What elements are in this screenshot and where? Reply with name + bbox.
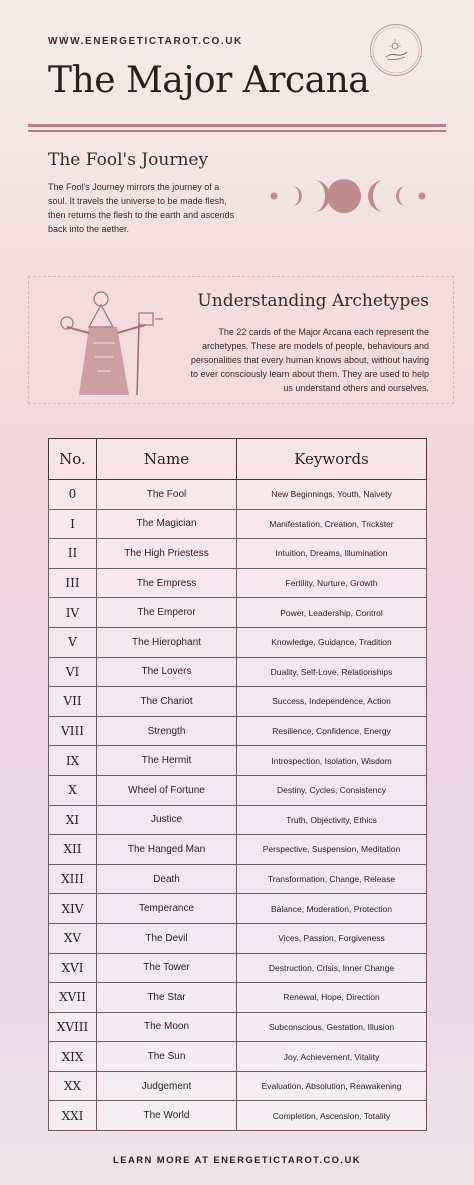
arcana-number: X [49,775,97,805]
arcana-keywords: Resilience, Confidence, Energy [237,716,427,746]
table-row [49,835,427,865]
learn-more-link[interactable]: LEARN MORE AT ENERGETICTAROT.CO.UK [113,1155,361,1166]
magician-illustration-icon [59,283,169,399]
arcana-keywords: New Beginnings, Youth, Naivety [237,480,427,510]
table-body [49,480,427,1131]
arcana-number: XVI [49,953,97,983]
table-row [49,1012,427,1042]
arcana-keywords: Subconscious, Gestation, Illusion [237,1012,427,1042]
arcana-keywords: Evaluation, Absolution, Reawakening [237,1071,427,1101]
page-title: The Major Arcana [48,60,370,101]
arcana-keywords: Power, Leadership, Control [237,598,427,628]
arcana-keywords: Introspection, Isolation, Wisdom [237,746,427,776]
arcana-table-container [48,438,426,1131]
archetypes-title: Understanding Archetypes [197,291,429,311]
arcana-keywords: Joy, Achievement, Vitality [237,1042,427,1072]
arcana-name: The Hermit [97,746,237,776]
title-divider [28,124,446,127]
table-row [49,953,427,983]
arcana-number: XXI [49,1101,97,1131]
arcana-name: The Empress [97,568,237,598]
arcana-keywords: Duality, Self-Love, Relationships [237,657,427,687]
arcana-number: XVII [49,983,97,1013]
table-row [49,1071,427,1101]
arcana-name: The Fool [97,480,237,510]
table-row [49,894,427,924]
arcana-name: The Sun [97,1042,237,1072]
arcana-name: The Devil [97,923,237,953]
arcana-number: I [49,509,97,539]
arcana-name: Justice [97,805,237,835]
arcana-number: VIII [49,716,97,746]
arcana-name: The Magician [97,509,237,539]
table-row [49,539,427,569]
arcana-number: III [49,568,97,598]
brand-logo[interactable] [370,24,422,76]
table-row [49,598,427,628]
arcana-number: IX [49,746,97,776]
arcana-name: Wheel of Fortune [97,775,237,805]
arcana-keywords: Manifestation, Creation, Trickster [237,509,427,539]
table-row [49,983,427,1013]
arcana-number: XV [49,923,97,953]
table-row [49,775,427,805]
arcana-keywords: Transformation, Change, Release [237,864,427,894]
arcana-table [48,438,427,1131]
arcana-name: The High Priestess [97,539,237,569]
fools-journey-text: The Fool's Journey mirrors the journey of a soul. It travels the universe to be made flesh, then returns the flesh to the earth and ascends back into the aether. [48,182,235,234]
arcana-name: The Tower [97,953,237,983]
arcana-name: Death [97,864,237,894]
archetypes-text: The 22 cards of the Major Arcana each represent the archetypes. These are models of people, behaviours and personalities that every human knows about, without having to ever consciously learn about them. They are used to help us understand others and ourselves. [190,327,429,393]
arcana-keywords: Perspective, Suspension, Meditation [237,835,427,865]
arcana-number: XX [49,1071,97,1101]
arcana-number: XIX [49,1042,97,1072]
archetypes-section [28,276,454,404]
arcana-name: Judgement [97,1071,237,1101]
arcana-keywords: Fertility, Nurture, Growth [237,568,427,598]
arcana-name: The Hanged Man [97,835,237,865]
moon-phases-icon [264,176,464,216]
table-row [49,923,427,953]
site-url[interactable]: WWW.ENERGETICTAROT.CO.UK [48,36,243,47]
arcana-name: The Moon [97,1012,237,1042]
column-header-number: No. [49,439,97,480]
table-row [49,657,427,687]
table-row [49,687,427,717]
table-row [49,805,427,835]
table-row [49,864,427,894]
table-row [49,480,427,510]
arcana-name: The Star [97,983,237,1013]
arcana-keywords: Destruction, Crisis, Inner Change [237,953,427,983]
arcana-keywords: Destiny, Cycles, Consistency [237,775,427,805]
arcana-name: Temperance [97,894,237,924]
table-row [49,568,427,598]
table-row [49,1101,427,1131]
arcana-keywords: Vices, Passion, Forgiveness [237,923,427,953]
arcana-keywords: Intuition, Dreams, Illumination [237,539,427,569]
table-header-row [49,439,427,480]
hand-icon [371,25,421,75]
table-row [49,509,427,539]
arcana-number: VI [49,657,97,687]
arcana-number: VII [49,687,97,717]
table-row [49,1042,427,1072]
arcana-name: Strength [97,716,237,746]
table-row [49,627,427,657]
arcana-name: The Hierophant [97,627,237,657]
arcana-number: XIV [49,894,97,924]
arcana-name: The Lovers [97,657,237,687]
arcana-number: XII [49,835,97,865]
arcana-number: IV [49,598,97,628]
column-header-keywords: Keywords [237,439,427,480]
fools-journey-section [28,138,446,248]
arcana-number: II [49,539,97,569]
arcana-keywords: Completion, Ascension, Totality [237,1101,427,1131]
arcana-keywords: Renewal, Hope, Direction [237,983,427,1013]
arcana-number: XIII [49,864,97,894]
arcana-number: 0 [49,480,97,510]
arcana-number: XI [49,805,97,835]
table-row [49,716,427,746]
arcana-keywords: Balance, Moderation, Protection [237,894,427,924]
arcana-keywords: Truth, Objectivity, Ethics [237,805,427,835]
arcana-name: The World [97,1101,237,1131]
arcana-name: The Chariot [97,687,237,717]
arcana-number: XVIII [49,1012,97,1042]
title-divider-thin [28,130,446,132]
arcana-number: V [49,627,97,657]
column-header-name: Name [97,439,237,480]
fools-journey-title: The Fool's Journey [48,150,209,170]
arcana-keywords: Knowledge, Guidance, Tradition [237,627,427,657]
arcana-name: The Emperor [97,598,237,628]
arcana-keywords: Success, Independence, Action [237,687,427,717]
table-row [49,746,427,776]
